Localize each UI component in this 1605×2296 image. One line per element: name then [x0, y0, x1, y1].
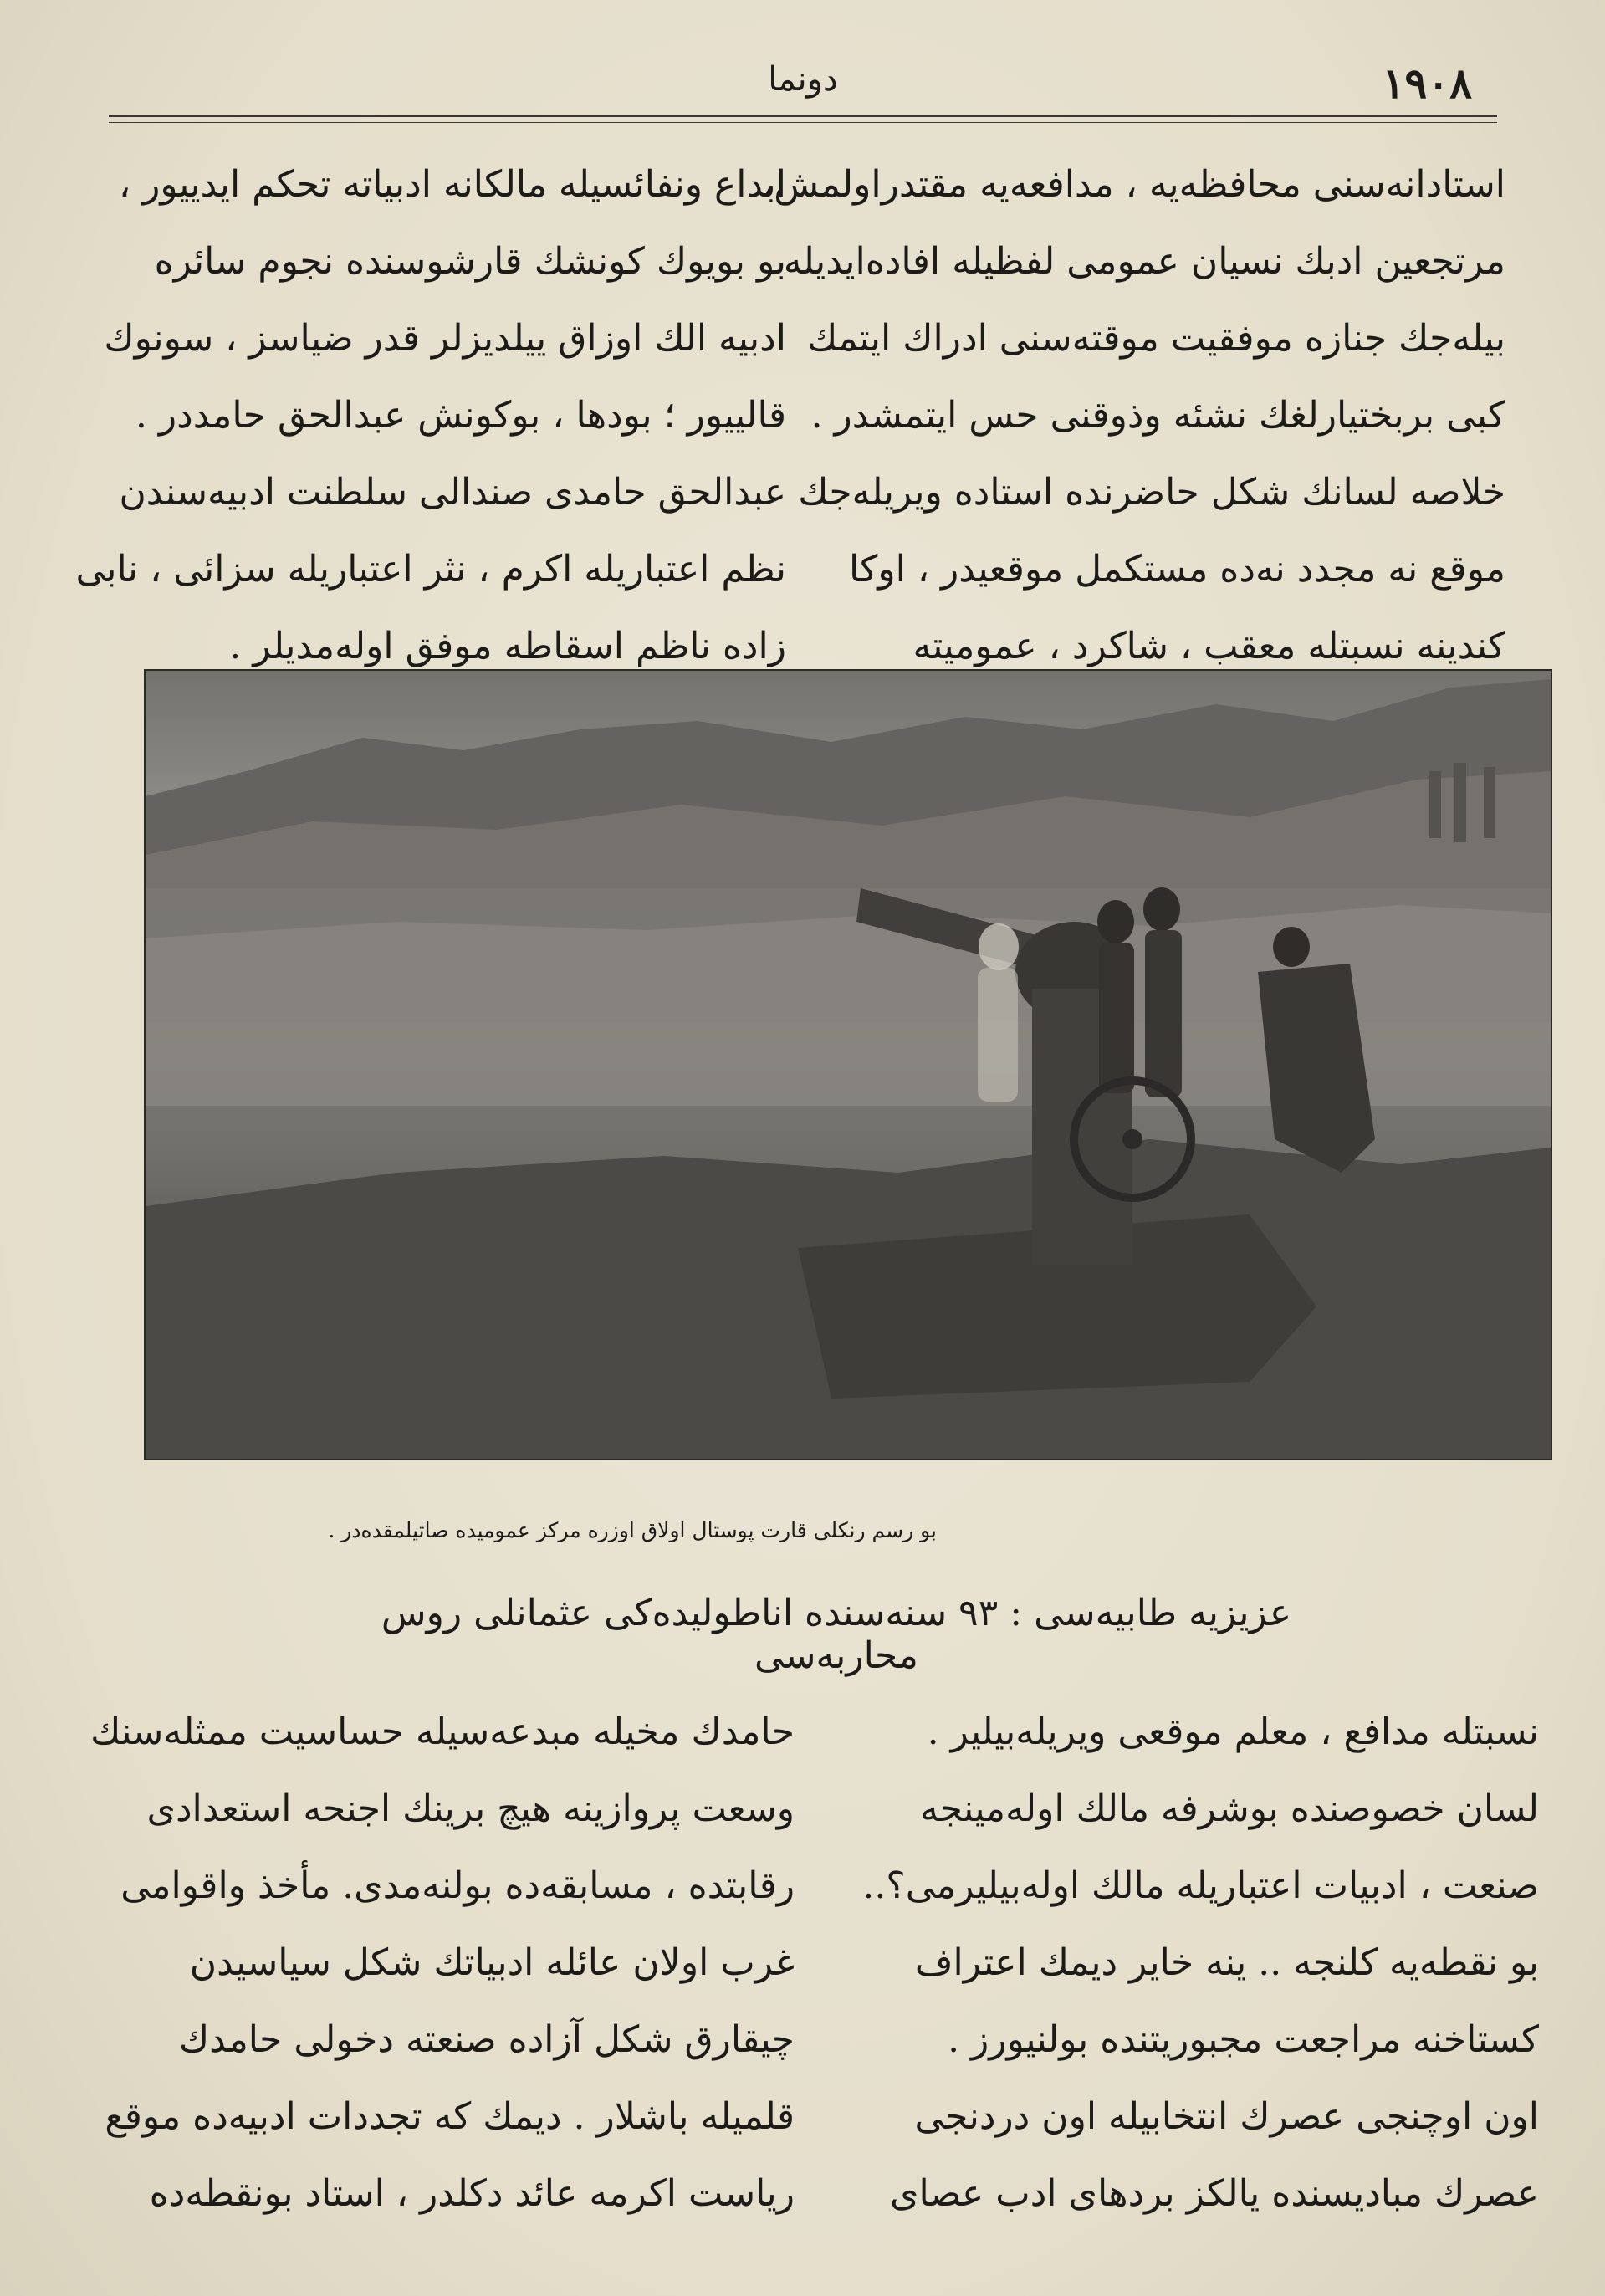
- artillery-photograph: [144, 669, 1552, 1460]
- text-line: حامدك مخیله مبدعه‌سیله حساسیت ممثله‌سنك: [90, 1710, 795, 1753]
- text-line: بیله‌جك جنازه موفقیت موقته‌سنی ادراك ایتمك: [807, 317, 1505, 360]
- column-bottom-right: [862, 1694, 1539, 2232]
- text-line: زاده ناظم اسقاطه موفق اوله‌مدیلر .: [229, 625, 786, 667]
- text-line: رقابتده ، مسابقه‌ده بولنه‌مدی. مأخذ واقوامی: [120, 1864, 795, 1907]
- photo-caption: عزیزیه طابیه‌سی : ۹۳ سنه‌سنده اناطولیده‌کی عثمانلی روس محاربه‌سی: [381, 1592, 1292, 1677]
- text-line: قالییور ؛ بودها ، بوکونش عبدالحق حامددر .: [135, 394, 786, 437]
- text-line: چیقارق شکل آزاده صنعته دخولی حامدك: [178, 2018, 795, 2061]
- page-number: ۱۹۰۸: [1382, 59, 1472, 108]
- column-bottom-left: [90, 1694, 795, 2232]
- text-line: قلمیله باشلار . دیمك که تجددات ادبیه‌ده موقع: [105, 2095, 795, 2138]
- text-line: عبدالحق حامدی صندالی سلطنت ادبیه‌سندن: [119, 471, 786, 514]
- text-line: ریاست اکرمه عائد دکلدر ، استاد بونقطه‌ده: [149, 2172, 795, 2215]
- photo-credit: بو رسم رنکلی قارت پوستال اولاق اوزره مرکز عمومیده صاتیلمقده‌در .: [328, 1518, 937, 1542]
- text-line: نظم اعتباریله اکرم ، نثر اعتباریله سزائی ، نابی: [75, 548, 786, 591]
- text-line: صنعت ، ادبیات اعتباریله مالك اوله‌بیلیرمی؟..: [862, 1864, 1539, 1907]
- text-line: ابداع ونفائسیله مالکانه ادبیاته تحکم ایدییور ،: [118, 163, 786, 206]
- text-line: کبی بربختیارلغك نشئه وذوقنی حس ایتمشدر .: [810, 394, 1505, 437]
- text-line: مرتجعین ادبك نسیان عمومی لفظیله افاده‌ایدیله‌: [783, 240, 1505, 283]
- text-line: استادانه‌سنی محافظه‌یه ، مدافعه‌یه مقتدراولمش،: [762, 163, 1505, 206]
- text-line: کستاخنه مراجعت مجبوریتنده بولنیورز .: [948, 2018, 1539, 2061]
- text-line: عصرك مبادیسنده یالکز بردهای ادب عصای: [890, 2172, 1539, 2215]
- text-line: بو نقطه‌یه کلنجه .. ینه خایر دیمك اعتراف: [914, 1941, 1539, 1984]
- header-rule: [109, 115, 1497, 123]
- text-line: نسبتله مدافع ، معلم موقعی ویریله‌بیلیر .: [927, 1710, 1539, 1753]
- text-line: لسان خصوصنده بوشرفه مالك اوله‌مینجه: [920, 1787, 1539, 1830]
- column-top-right: [762, 146, 1505, 685]
- photo-illustration: [146, 671, 1551, 1459]
- text-line: وسعت پروازینه هیچ برینك اجنحه استعدادی: [146, 1787, 795, 1830]
- text-line: اون اوچنجی عصرك انتخابیله اون دردنجی: [914, 2095, 1539, 2138]
- column-top-left: [75, 146, 786, 685]
- text-line: غرب اولان عائله ادبیاتك شکل سیاسیدن: [189, 1941, 795, 1984]
- text-line: بو بویوك کونشك قارشوسنده نجوم سائره: [154, 240, 786, 283]
- text-line: خلاصه لسانك شکل حاضرنده استاده ویریله‌جك: [798, 471, 1505, 514]
- journal-title: دونما: [768, 60, 838, 99]
- text-line: کندینه نسبتله معقب ، شاکرد ، عمومیته: [912, 625, 1505, 667]
- text-line: ادبیه الك اوزاق ییلدیزلر قدر ضیاسز ، سونوك: [104, 317, 786, 360]
- text-line: موقع نه مجدد نه‌ده مستکمل موقعیدر ، اوکا: [849, 548, 1505, 591]
